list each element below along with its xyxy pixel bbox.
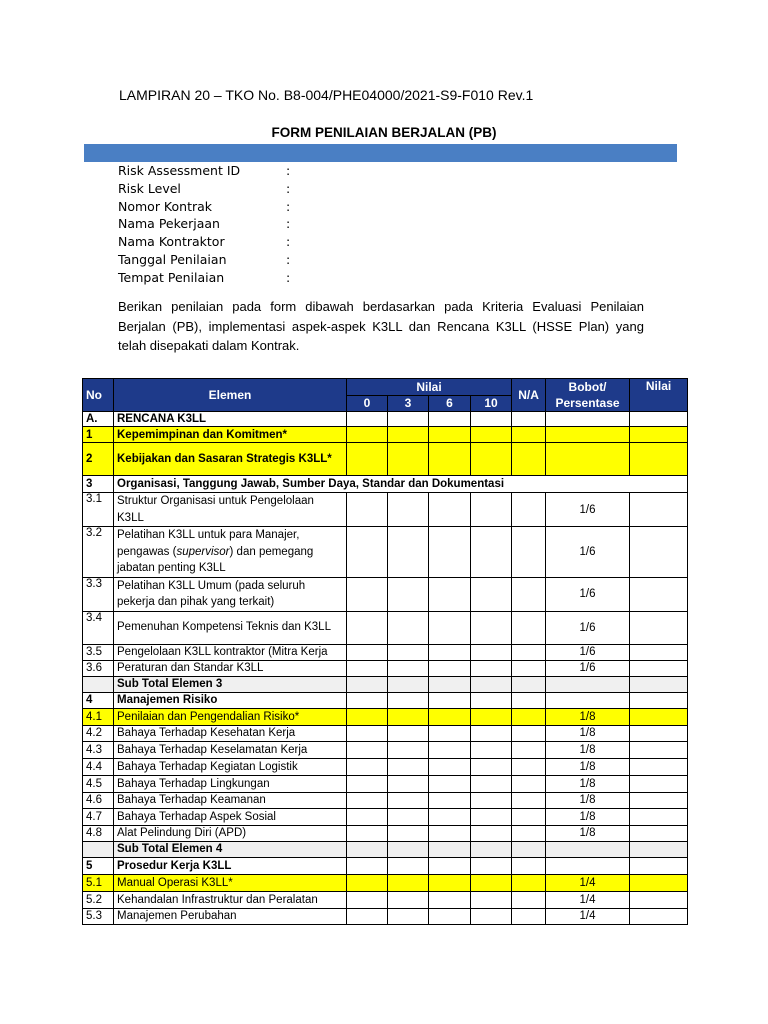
row-bobot: 1/4 <box>546 908 630 924</box>
na-cell[interactable] <box>512 891 546 908</box>
score-cell[interactable] <box>388 792 429 808</box>
field-colon: : <box>286 269 291 285</box>
row-elemen: Struktur Organisasi untuk Pengelolaan K3LL <box>114 493 347 527</box>
score-cell[interactable] <box>429 427 471 443</box>
score-cell[interactable] <box>388 891 429 908</box>
header-score-3: 3 <box>388 395 429 412</box>
table-row <box>83 725 688 741</box>
table-row <box>83 493 688 527</box>
row-bobot: 1/6 <box>546 660 630 676</box>
score-cell[interactable] <box>429 493 471 527</box>
score-cell[interactable] <box>388 577 429 611</box>
field-colon: : <box>286 198 291 214</box>
score-cell[interactable] <box>347 611 388 644</box>
na-cell[interactable] <box>512 857 546 874</box>
score-cell[interactable] <box>388 493 429 527</box>
score-cell[interactable] <box>429 676 471 692</box>
na-cell[interactable] <box>512 611 546 644</box>
header-na: N/A <box>512 379 546 412</box>
row-bobot: 1/8 <box>546 708 630 725</box>
score-cell[interactable] <box>471 443 512 476</box>
score-cell[interactable] <box>429 841 471 857</box>
field-colon: : <box>286 180 291 196</box>
subtotal-row <box>83 841 688 857</box>
row-no: 5.1 <box>83 874 114 891</box>
score-cell[interactable] <box>471 808 512 825</box>
score-cell[interactable] <box>429 527 471 578</box>
row-no: 5 <box>83 857 114 874</box>
elemen-text: Pelatihan K3LL untuk para Manajer, pengawas ( <box>117 529 300 558</box>
table-row <box>83 808 688 825</box>
instructions-text: Berikan penilaian pada form dibawah berdasarkan pada Kriteria Evaluasi Penilaian Berjalan (PB), implementasi aspek-aspek K3LL dan Rencana K3LL (HSSE Plan) yang telah disepakati dalam Kontrak. <box>118 299 644 353</box>
score-cell[interactable] <box>429 611 471 644</box>
nilai-cell[interactable] <box>630 891 688 908</box>
field-label: Tanggal Penilaian <box>118 251 227 267</box>
row-no: 4.7 <box>83 808 114 825</box>
row-bobot: 1/6 <box>546 527 630 578</box>
row-elemen: Manual Operasi K3LL* <box>114 874 347 891</box>
table-row <box>83 857 688 874</box>
table-row <box>83 825 688 841</box>
row-no: 3.6 <box>83 660 114 676</box>
field-label: Risk Level <box>118 180 181 196</box>
row-bobot: 1/4 <box>546 874 630 891</box>
score-cell[interactable] <box>471 427 512 443</box>
na-cell[interactable] <box>512 412 546 427</box>
score-cell[interactable] <box>429 775 471 792</box>
nilai-cell[interactable] <box>630 644 688 660</box>
score-cell[interactable] <box>347 874 388 891</box>
row-bobot <box>546 412 630 427</box>
score-cell[interactable] <box>471 857 512 874</box>
na-cell[interactable] <box>512 758 546 775</box>
form-title: FORM PENILAIAN BERJALAN (PB) <box>271 125 497 140</box>
score-cell[interactable] <box>429 908 471 924</box>
nilai-cell[interactable] <box>630 676 688 692</box>
table-row <box>83 891 688 908</box>
row-bobot <box>546 857 630 874</box>
score-cell[interactable] <box>471 792 512 808</box>
row-no: A. <box>83 412 114 427</box>
score-cell[interactable] <box>388 874 429 891</box>
header-nilai: Nilai <box>347 379 512 396</box>
field-risk-assessment-id <box>118 162 418 180</box>
score-cell[interactable] <box>388 427 429 443</box>
na-cell[interactable] <box>512 493 546 527</box>
na-cell[interactable] <box>512 741 546 758</box>
row-no: 4.1 <box>83 708 114 725</box>
row-elemen: Bahaya Terhadap Kesehatan Kerja <box>114 725 347 741</box>
score-cell[interactable] <box>388 676 429 692</box>
score-cell[interactable] <box>471 676 512 692</box>
score-cell[interactable] <box>429 758 471 775</box>
row-bobot: 1/6 <box>546 493 630 527</box>
score-cell[interactable] <box>429 412 471 427</box>
row-elemen: Prosedur Kerja K3LL <box>114 857 347 874</box>
nilai-cell[interactable] <box>630 427 688 443</box>
score-cell[interactable] <box>347 692 388 708</box>
score-cell[interactable] <box>388 611 429 644</box>
na-cell[interactable] <box>512 427 546 443</box>
score-cell[interactable] <box>429 644 471 660</box>
field-colon: : <box>286 163 291 178</box>
score-cell[interactable] <box>471 891 512 908</box>
table-row <box>83 741 688 758</box>
na-cell[interactable] <box>512 708 546 725</box>
row-no: 4.5 <box>83 775 114 792</box>
nilai-cell[interactable] <box>630 792 688 808</box>
row-no: 4.8 <box>83 825 114 841</box>
row-bobot: 1/6 <box>546 644 630 660</box>
row-bobot: 1/8 <box>546 758 630 775</box>
lampiran-reference: LAMPIRAN 20 – TKO No. B8-004/PHE04000/2021-S9-F010 Rev.1 <box>119 87 534 103</box>
score-cell[interactable] <box>471 527 512 578</box>
score-cell[interactable] <box>429 443 471 476</box>
row-elemen: Alat Pelindung Diri (APD) <box>114 825 347 841</box>
na-cell[interactable] <box>512 908 546 924</box>
header-nilai-total: Nilai <box>630 379 688 412</box>
field-colon: : <box>286 216 291 232</box>
score-cell[interactable] <box>347 741 388 758</box>
score-cell[interactable] <box>388 660 429 676</box>
header-no: No <box>83 379 114 412</box>
table-row <box>83 611 688 644</box>
table-row <box>83 660 688 676</box>
score-cell[interactable] <box>429 725 471 741</box>
na-cell[interactable] <box>512 841 546 857</box>
subtotal-row <box>83 676 688 692</box>
table-row <box>83 443 688 476</box>
score-cell[interactable] <box>347 891 388 908</box>
score-cell[interactable] <box>471 493 512 527</box>
score-cell[interactable] <box>347 725 388 741</box>
score-cell[interactable] <box>347 527 388 578</box>
row-elemen: Bahaya Terhadap Keamanan <box>114 792 347 808</box>
table-row <box>83 527 688 578</box>
score-cell[interactable] <box>388 644 429 660</box>
table-row <box>83 908 688 924</box>
score-cell[interactable] <box>388 775 429 792</box>
row-no: 3.2 <box>83 527 114 578</box>
row-no: 3.4 <box>83 611 114 644</box>
score-cell[interactable] <box>347 493 388 527</box>
score-cell[interactable] <box>347 857 388 874</box>
row-elemen: Pelatihan K3LL Umum (pada seluruh pekerja dan pihak yang terkait) <box>114 577 347 611</box>
score-cell[interactable] <box>388 857 429 874</box>
score-cell[interactable] <box>388 841 429 857</box>
row-elemen: Bahaya Terhadap Aspek Sosial <box>114 808 347 825</box>
field-nomor-kontrak <box>118 198 418 216</box>
row-elemen: RENCANA K3LL <box>114 412 347 427</box>
score-cell[interactable] <box>347 808 388 825</box>
field-colon: : <box>286 234 291 250</box>
score-cell[interactable] <box>388 412 429 427</box>
row-elemen: Bahaya Terhadap Lingkungan <box>114 775 347 792</box>
nilai-cell[interactable] <box>630 412 688 427</box>
score-cell[interactable] <box>429 741 471 758</box>
score-cell[interactable] <box>429 577 471 611</box>
field-tempat-penilaian <box>118 269 418 287</box>
score-cell[interactable] <box>347 443 388 476</box>
score-cell[interactable] <box>429 792 471 808</box>
table-row <box>83 476 688 493</box>
field-label: Risk Assessment ID <box>118 163 241 178</box>
score-cell[interactable] <box>347 775 388 792</box>
row-no: 4.3 <box>83 741 114 758</box>
row-no: 5.2 <box>83 891 114 908</box>
score-cell[interactable] <box>347 908 388 924</box>
na-cell[interactable] <box>512 725 546 741</box>
nilai-cell[interactable] <box>630 825 688 841</box>
row-no: 4.6 <box>83 792 114 808</box>
row-bobot: 1/8 <box>546 741 630 758</box>
row-bobot: 1/8 <box>546 725 630 741</box>
nilai-cell[interactable] <box>630 660 688 676</box>
score-cell[interactable] <box>471 775 512 792</box>
header-bar <box>84 144 677 162</box>
score-cell[interactable] <box>388 725 429 741</box>
row-no <box>83 841 114 857</box>
na-cell[interactable] <box>512 792 546 808</box>
row-no: 4.2 <box>83 725 114 741</box>
row-bobot: 1/6 <box>546 611 630 644</box>
score-cell[interactable] <box>471 412 512 427</box>
table-row <box>83 644 688 660</box>
score-cell[interactable] <box>471 577 512 611</box>
na-cell[interactable] <box>512 808 546 825</box>
score-cell[interactable] <box>429 825 471 841</box>
row-no: 3.3 <box>83 577 114 611</box>
row-bobot <box>546 443 630 476</box>
score-cell[interactable] <box>347 577 388 611</box>
score-cell[interactable] <box>471 660 512 676</box>
score-cell[interactable] <box>471 825 512 841</box>
score-cell[interactable] <box>471 758 512 775</box>
row-elemen: Kebijakan dan Sasaran Strategis K3LL* <box>114 443 347 476</box>
table-row <box>83 775 688 792</box>
nilai-cell[interactable] <box>630 775 688 792</box>
header-bobot: Bobot/ Persentase <box>546 379 630 412</box>
na-cell[interactable] <box>512 660 546 676</box>
score-cell[interactable] <box>388 908 429 924</box>
nilai-cell[interactable] <box>630 527 688 578</box>
info-fields <box>118 162 418 287</box>
table-row <box>83 427 688 443</box>
score-cell[interactable] <box>471 908 512 924</box>
header-score-0: 0 <box>347 395 388 412</box>
score-cell[interactable] <box>429 708 471 725</box>
nilai-cell[interactable] <box>630 808 688 825</box>
nilai-cell[interactable] <box>630 758 688 775</box>
score-cell[interactable] <box>429 874 471 891</box>
row-no: 1 <box>83 427 114 443</box>
field-label: Nama Pekerjaan <box>118 216 220 232</box>
nilai-cell[interactable] <box>630 857 688 874</box>
row-bobot <box>546 676 630 692</box>
row-elemen: Peraturan dan Standar K3LL <box>114 660 347 676</box>
table-row <box>83 412 688 427</box>
row-elemen: Bahaya Terhadap Kegiatan Logistik <box>114 758 347 775</box>
score-cell[interactable] <box>347 708 388 725</box>
row-elemen: Pengelolaan K3LL kontraktor (Mitra Kerja <box>114 644 347 660</box>
header-score-10: 10 <box>471 395 512 412</box>
row-elemen: Penilaian dan Pengendalian Risiko* <box>114 708 347 725</box>
row-bobot: 1/4 <box>546 891 630 908</box>
row-bobot: 1/8 <box>546 825 630 841</box>
row-elemen: Pemenuhan Kompetensi Teknis dan K3LL <box>114 611 347 644</box>
nilai-cell[interactable] <box>630 493 688 527</box>
score-cell[interactable] <box>388 527 429 578</box>
row-bobot: 1/8 <box>546 792 630 808</box>
na-cell[interactable] <box>512 527 546 578</box>
score-cell[interactable] <box>429 692 471 708</box>
row-no: 2 <box>83 443 114 476</box>
score-cell[interactable] <box>347 825 388 841</box>
table-row <box>83 692 688 708</box>
table-row <box>83 758 688 775</box>
score-cell[interactable] <box>388 808 429 825</box>
nilai-cell[interactable] <box>630 725 688 741</box>
field-nama-kontraktor <box>118 233 418 251</box>
score-cell[interactable] <box>429 857 471 874</box>
na-cell[interactable] <box>512 775 546 792</box>
score-cell[interactable] <box>471 841 512 857</box>
nilai-cell[interactable] <box>630 741 688 758</box>
row-elemen: Organisasi, Tanggung Jawab, Sumber Daya, Standar dan Dokumentasi <box>114 476 688 493</box>
nilai-cell[interactable] <box>630 443 688 476</box>
table-row <box>83 874 688 891</box>
row-no: 5.3 <box>83 908 114 924</box>
row-elemen: Manajemen Risiko <box>114 692 347 708</box>
elemen-text: ) dan pemegang jabatan penting K3LL <box>117 545 314 574</box>
score-cell[interactable] <box>347 644 388 660</box>
score-cell[interactable] <box>388 758 429 775</box>
row-elemen: Sub Total Elemen 4 <box>114 841 347 857</box>
row-elemen <box>114 527 347 578</box>
score-cell[interactable] <box>471 692 512 708</box>
row-elemen: Manajemen Perubahan <box>114 908 347 924</box>
score-cell[interactable] <box>471 611 512 644</box>
nilai-cell[interactable] <box>630 692 688 708</box>
na-cell[interactable] <box>512 874 546 891</box>
na-cell[interactable] <box>512 692 546 708</box>
row-elemen: Kepemimpinan dan Komitmen* <box>114 427 347 443</box>
score-cell[interactable] <box>429 891 471 908</box>
header-elemen: Elemen <box>114 379 347 412</box>
row-no: 3.1 <box>83 493 114 527</box>
table-row <box>83 577 688 611</box>
row-no: 3.5 <box>83 644 114 660</box>
score-cell[interactable] <box>347 427 388 443</box>
score-cell[interactable] <box>347 676 388 692</box>
row-no: 4 <box>83 692 114 708</box>
score-cell[interactable] <box>429 660 471 676</box>
row-elemen: Bahaya Terhadap Keselamatan Kerja <box>114 741 347 758</box>
row-no <box>83 676 114 692</box>
field-tanggal-penilaian <box>118 251 418 269</box>
row-elemen: Kehandalan Infrastruktur dan Peralatan <box>114 891 347 908</box>
score-cell[interactable] <box>471 725 512 741</box>
row-bobot: 1/6 <box>546 577 630 611</box>
score-cell[interactable] <box>471 708 512 725</box>
elemen-italic-text: supervisor <box>176 545 230 558</box>
score-cell[interactable] <box>429 808 471 825</box>
nilai-cell[interactable] <box>630 874 688 891</box>
score-cell[interactable] <box>347 758 388 775</box>
nilai-cell[interactable] <box>630 611 688 644</box>
score-cell[interactable] <box>347 660 388 676</box>
field-nama-pekerjaan <box>118 215 418 233</box>
nilai-cell[interactable] <box>630 908 688 924</box>
score-cell[interactable] <box>347 792 388 808</box>
score-cell[interactable] <box>388 708 429 725</box>
score-cell[interactable] <box>347 841 388 857</box>
field-label: Tempat Penilaian <box>118 269 225 285</box>
assessment-table <box>82 378 688 925</box>
row-bobot <box>546 692 630 708</box>
field-label: Nomor Kontrak <box>118 198 213 214</box>
field-label: Nama Kontraktor <box>118 234 225 250</box>
nilai-cell[interactable] <box>630 708 688 725</box>
na-cell[interactable] <box>512 644 546 660</box>
table-row <box>83 708 688 725</box>
score-cell[interactable] <box>388 741 429 758</box>
score-cell[interactable] <box>471 644 512 660</box>
score-cell[interactable] <box>388 443 429 476</box>
na-cell[interactable] <box>512 577 546 611</box>
row-no: 3 <box>83 476 114 493</box>
row-bobot: 1/8 <box>546 775 630 792</box>
na-cell[interactable] <box>512 443 546 476</box>
row-bobot: 1/8 <box>546 808 630 825</box>
score-cell[interactable] <box>388 692 429 708</box>
nilai-cell[interactable] <box>630 577 688 611</box>
table-row <box>83 792 688 808</box>
score-cell[interactable] <box>347 412 388 427</box>
score-cell[interactable] <box>471 874 512 891</box>
field-risk-level <box>118 180 418 198</box>
score-cell[interactable] <box>471 741 512 758</box>
row-elemen: Sub Total Elemen 3 <box>114 676 347 692</box>
nilai-cell[interactable] <box>630 841 688 857</box>
score-cell[interactable] <box>388 825 429 841</box>
row-bobot <box>546 427 630 443</box>
header-score-6: 6 <box>429 395 471 412</box>
row-no: 4.4 <box>83 758 114 775</box>
row-bobot <box>546 841 630 857</box>
na-cell[interactable] <box>512 825 546 841</box>
na-cell[interactable] <box>512 676 546 692</box>
field-colon: : <box>286 251 291 267</box>
